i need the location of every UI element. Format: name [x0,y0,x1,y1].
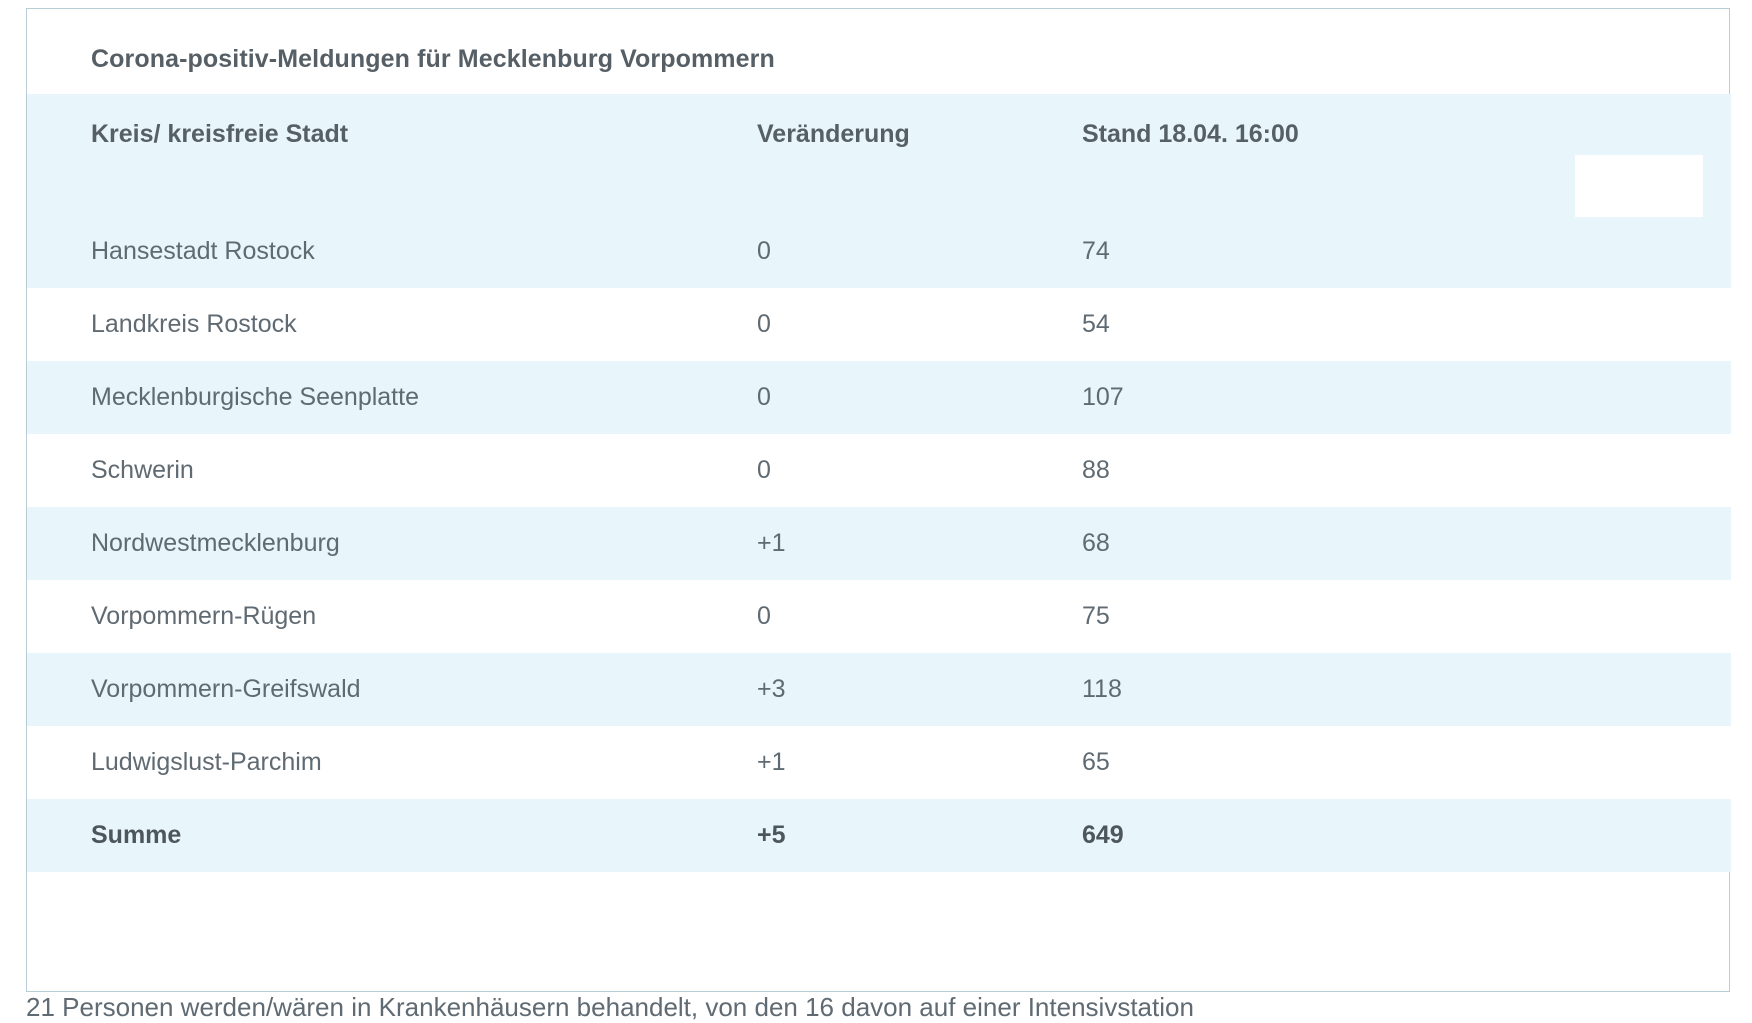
cell-change: 0 [757,383,771,411]
cell-change: 0 [757,310,771,338]
table-row [27,288,1731,361]
corona-report-card [26,8,1730,992]
cell-change: +1 [757,748,786,776]
cell-count: 74 [1082,237,1110,265]
cell-spacer [1552,215,1731,288]
cell-total-label: Summe [91,821,182,849]
header-spacer-cell-3 [1082,171,1552,215]
table-row [27,580,1731,653]
cell-district: Vorpommern-Rügen [91,602,317,630]
cell-count: 65 [1082,748,1110,776]
table-header-row [27,94,1731,171]
corona-table [27,94,1731,872]
cell-change: 0 [757,237,771,265]
cell-spacer [1552,507,1731,580]
cell-total-change: +5 [757,821,786,849]
footnote-text: 21 Personen werden/wären in Krankenhäusern behandelt, von den 16 davon auf einer Intensivstation [26,992,1194,1022]
page-title: Corona-positiv-Meldungen für Mecklenburg Vorpommern [91,45,775,73]
cell-district: Mecklenburgische Seenplatte [91,383,419,411]
cell-spacer [1552,799,1731,872]
cell-spacer [1552,434,1731,507]
column-header-change: Veränderung [757,120,910,148]
header-spacer-row [27,171,1731,215]
cell-change: 0 [757,456,771,484]
table-row [27,653,1731,726]
cell-spacer [1552,726,1731,799]
cell-spacer [1552,288,1731,361]
cell-district: Nordwestmecklenburg [91,529,340,557]
table-row [27,434,1731,507]
cell-count: 118 [1082,675,1122,703]
table-row [27,507,1731,580]
cell-total-count: 649 [1082,821,1124,849]
table-body [27,215,1731,872]
column-header-district: Kreis/ kreisfreie Stadt [91,120,349,148]
header-spacer-cell-2 [757,171,1082,215]
cell-district: Ludwigslust-Parchim [91,748,322,776]
cell-count: 107 [1082,383,1124,411]
header-spacer-cell-1 [27,171,757,215]
cell-count: 88 [1082,456,1110,484]
cell-spacer [1552,653,1731,726]
cell-spacer [1552,361,1731,434]
cell-change: +3 [757,675,786,703]
cell-count: 75 [1082,602,1110,630]
cell-district: Hansestadt Rostock [91,237,315,265]
cell-change: 0 [757,602,771,630]
cell-count: 54 [1082,310,1110,338]
cell-district: Vorpommern-Greifswald [91,675,361,703]
table-row [27,726,1731,799]
table-total-row [27,799,1731,872]
table-row [27,215,1731,288]
column-header-status: Stand 18.04. 16:00 [1082,120,1299,148]
header-white-notch [1575,155,1703,217]
table-row [27,361,1731,434]
cell-change: +1 [757,529,786,557]
cell-spacer [1552,580,1731,653]
cell-count: 68 [1082,529,1110,557]
cell-district: Landkreis Rostock [91,310,297,338]
cell-district: Schwerin [91,456,194,484]
